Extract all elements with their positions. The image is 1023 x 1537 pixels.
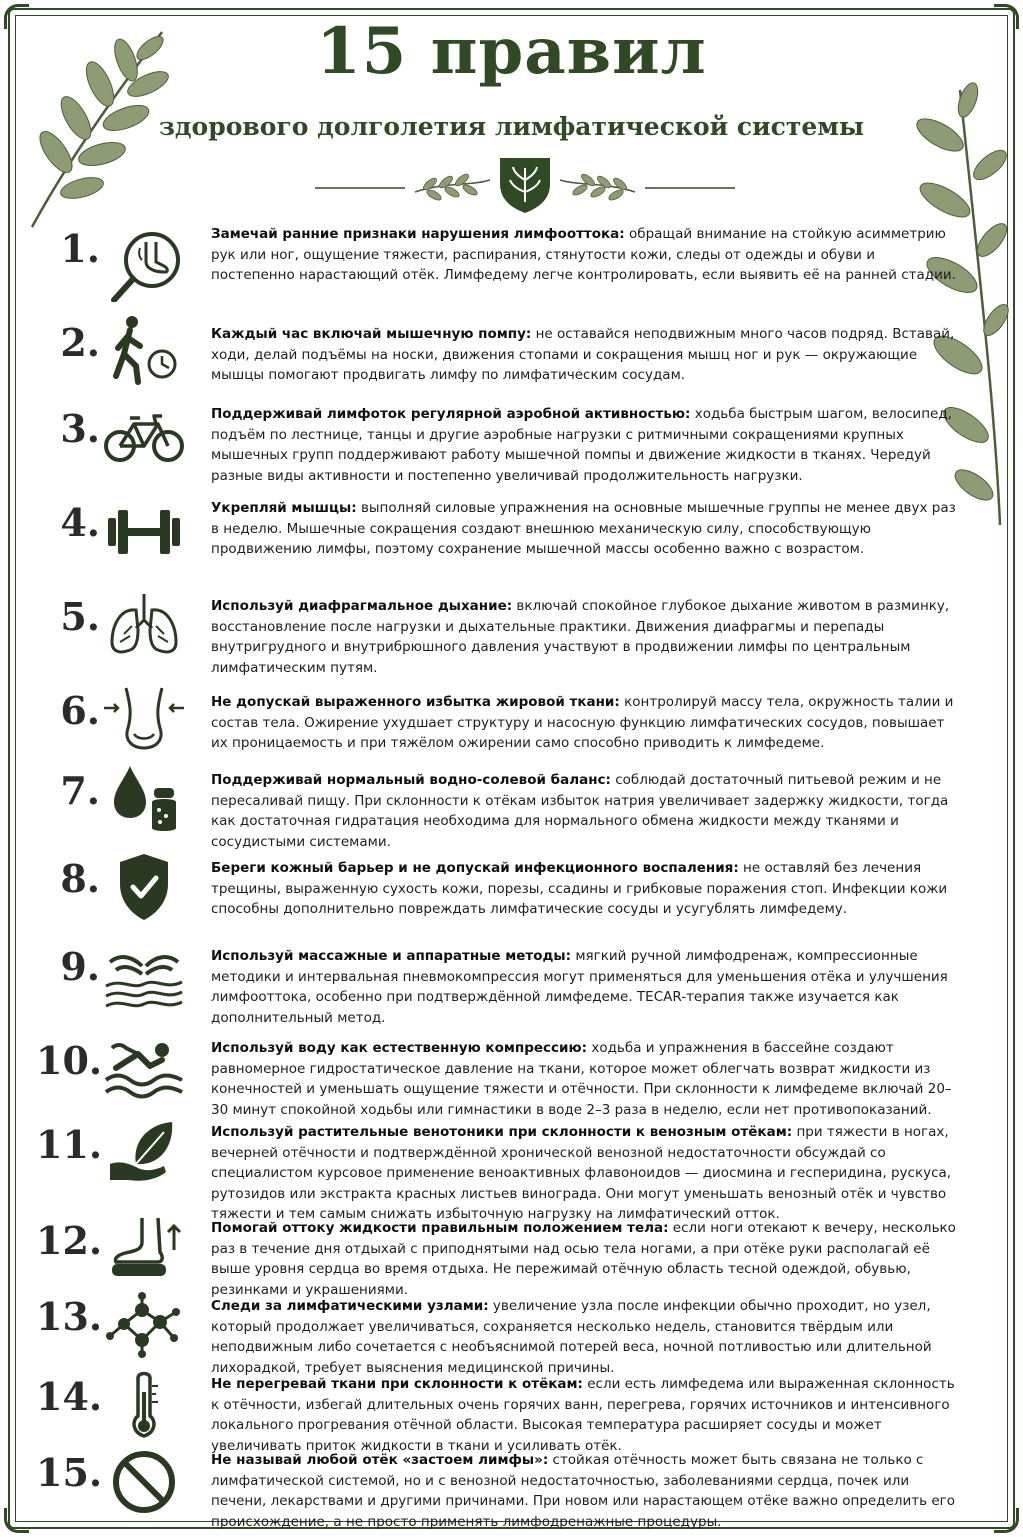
lymph-nodes-icon	[102, 1290, 186, 1362]
leaf-hand-icon	[102, 1118, 186, 1190]
prohibited-icon	[102, 1446, 186, 1518]
rule-body: контролируй массу тела, окружность талии и состав тела. Ожирение ухудшает структуру и насосную функцию лимфатических сосудов, повышает их проницаемость и при тяжёлом ожирении само способно приводить к лимфедеме.	[211, 694, 954, 752]
bicycle-icon	[102, 402, 186, 474]
rule-title: Каждый час включай мышечную помпу:	[211, 326, 532, 342]
shield-check-icon	[102, 852, 186, 924]
rule-title: Используй растительные венотоники при склонности к венозным отёкам:	[211, 1124, 793, 1140]
rule-body: при тяжести в ногах, вечерней отёчности и подтверждённой хронической венозной недостаточности обсуждай со специалистом курсовое применение веноактивных флавоноидов — диосмина и гесперидина, рускуса, рутозидов или экстракта красных листьев винограда. Они могут уменьшать венозный отёк и чувство тяжести и тем самым снижать избыточную нагрузку на лимфатический отток.	[211, 1124, 952, 1223]
rule-number: 6.	[60, 688, 100, 733]
rule-number: 15.	[36, 1450, 103, 1495]
massage-hands-icon	[102, 940, 186, 1012]
rule-body: соблюдай достаточный питьевой режим и не пересаливай пищу. При склонности к отёкам избыток натрия увеличивает задержку жидкости, тогда как достаточная гидратация необходима для нормального обмена жидкости между тканями и сосудистыми системами.	[211, 772, 949, 850]
rule-title: Не допускай выраженного избытка жировой ткани:	[211, 694, 620, 710]
rule-body: ходьба быстрым шагом, велосипед, подъём по лестнице, танцы и другие аэробные нагрузки с ритмичными сокращениями крупных мышечных групп поддерживают работу мышечной помпы и движение жидкости в тканях. Чередуй разные виды активности и постепенно увеличивай продолжительность нагрузки.	[211, 406, 952, 484]
thermometer-icon	[102, 1370, 186, 1442]
rule-number: 12.	[36, 1218, 103, 1263]
emblem-divider	[310, 150, 740, 214]
rule-body: если есть лимфедема или выраженная склонность к отёчности, избегай длительных очень горячих ванн, перегрева, горячих источников и интенсивного локального прогревания отёчной области. Высокая температура расширяет сосуды и может увеличивать приток жидкости в ткани и усиливать отёк.	[211, 1376, 955, 1454]
rule-body: включай спокойное глубокое дыхание животом в разминку, восстановление после нагрузки и дыхательные практики. Движения диафрагмы и перепады внутригрудного и внутрибрюшного давления участвуют в продвижении лимфы по центральным лимфатическим путям.	[211, 598, 950, 676]
rule-number: 1.	[60, 226, 100, 271]
water-salt-icon	[102, 764, 186, 836]
rule-title: Следи за лимфатическими узлами:	[211, 1298, 489, 1314]
rule-body: стойкая отёчность может быть связана не только с лимфатической системой, но и с венозной недостаточностью, заболеваниями сердца, почек или печени, лекарствами и другими причинами. При новом или нарастающем отёке важно определить его происхождение, а не просто применять лимфодренажные процедуры.	[211, 1452, 956, 1530]
dumbbell-icon	[102, 496, 186, 568]
magnifier-foot-icon	[102, 222, 186, 302]
page-subtitle: здорового долголетия лимфатической системы	[158, 112, 865, 141]
rule-number: 8.	[60, 856, 100, 901]
corner-ornament	[4, 1508, 29, 1533]
rule-title: Береги кожный барьер и не допускай инфекционного воспаления:	[211, 860, 739, 876]
rule-body: не оставайся неподвижным много часов подряд. Вставай, ходи, делай подъёмы на носки, движения стопами и сокращения мышц ног и рук — окружающие мышцы помогают продвигать лимфу по лимфатическим сосудам.	[211, 326, 955, 384]
rule-body: ходьба и упражнения в бассейне создают равномерное гидростатическое давление на ткани, которое может облегчать возврат жидкости из конечностей и уменьшать ощущение тяжести и отёчности. При склонности к лимфедеме включай 20–30 минут спокойной ходьбы или гимнастики в воде 2–3 раза в неделю, если нет противопоказаний.	[211, 1040, 952, 1118]
rule-number: 4.	[60, 500, 100, 545]
rule-number: 7.	[60, 768, 100, 813]
rule-title: Помогай оттоку жидкости правильным положением тела:	[211, 1220, 669, 1236]
rule-title: Замечай ранние признаки нарушения лимфооттока:	[211, 226, 625, 242]
swimmer-icon	[102, 1034, 186, 1106]
rule-number: 2.	[60, 320, 100, 365]
rule-body: мягкий ручной лимфодренаж, компрессионные методики и интервальная пневмокомпрессия могут применяться для уменьшения отёка и улучшения лимфооттока, особенно при подтверждённой лимфедеме. TECAR-терапия также изучается как дополнительный метод.	[211, 948, 948, 1026]
rule-title: Укрепляй мышцы:	[211, 500, 357, 516]
rule-title: Поддерживай нормальный водно-солевой баланс:	[211, 772, 611, 788]
rule-number: 3.	[60, 406, 100, 451]
rule-title: Используй диафрагмальное дыхание:	[211, 598, 513, 614]
rule-body: увеличение узла после инфекции обычно проходит, но узел, который продолжает увеличиваться, сохраняется несколько недель, становится твёрдым или неподвижным либо сочетается с необъяснимой потерей веса, ночной потливостью или длительной лихорадкой, требует выяснения медицинской причины.	[211, 1298, 932, 1376]
rule-number: 13.	[36, 1294, 103, 1339]
page-title: 15 правил	[316, 14, 707, 89]
rule-title: Используй массажные и аппаратные методы:	[211, 948, 572, 964]
waist-icon	[102, 684, 186, 756]
rule-number: 5.	[60, 594, 100, 639]
rule-body: выполняй силовые упражнения на основные мышечные группы не менее двух раз в неделю. Мышечные сокращения создают внешнюю механическую силу, способствующую продвижению лимфы, поэтому сохранение мышечной массы особенно важно с возрастом.	[211, 500, 956, 558]
lungs-icon	[102, 590, 186, 662]
rule-title: Используй воду как естественную компрессию:	[211, 1040, 588, 1056]
rule-body: если ноги отекают к вечеру, несколько раз в течение дня отдыхай с приподнятыми над осью тела ногами, а при отёке руки располагай её выше уровня сердца во время отдыха. Не пережимай отёчную область тесной одеждой, обувью, резинками и украшениями.	[211, 1220, 956, 1298]
walking-clock-icon	[102, 316, 186, 388]
raised-foot-icon	[102, 1214, 186, 1286]
rule-title: Поддерживай лимфоток регулярной аэробной активностью:	[211, 406, 691, 422]
rule-title: Не называй любой отёк «застоем лимфы»:	[211, 1452, 549, 1468]
rule-title: Не перегревай ткани при склонности к отёкам:	[211, 1376, 583, 1392]
rule-body: обращай внимание на стойкую асимметрию рук или ног, ощущение тяжести, распирания, стянутости кожи, следы от одежды и обуви и постепенно нарастающий отёк. Лимфедему легче контролировать, если выявить её на ранней стадии.	[211, 226, 956, 284]
rule-number: 11.	[36, 1122, 103, 1167]
rule-number: 9.	[60, 944, 100, 989]
rule-number: 10.	[36, 1038, 103, 1083]
rule-number: 14.	[36, 1374, 103, 1419]
rule-body: не оставляй без лечения трещины, выраженную сухость кожи, порезы, ссадины и грибковые поражения стоп. Инфекции кожи способны дополнительно повреждать лимфатические сосуды и усугублять лимфедему.	[211, 860, 948, 918]
corner-ornament	[994, 1508, 1019, 1533]
